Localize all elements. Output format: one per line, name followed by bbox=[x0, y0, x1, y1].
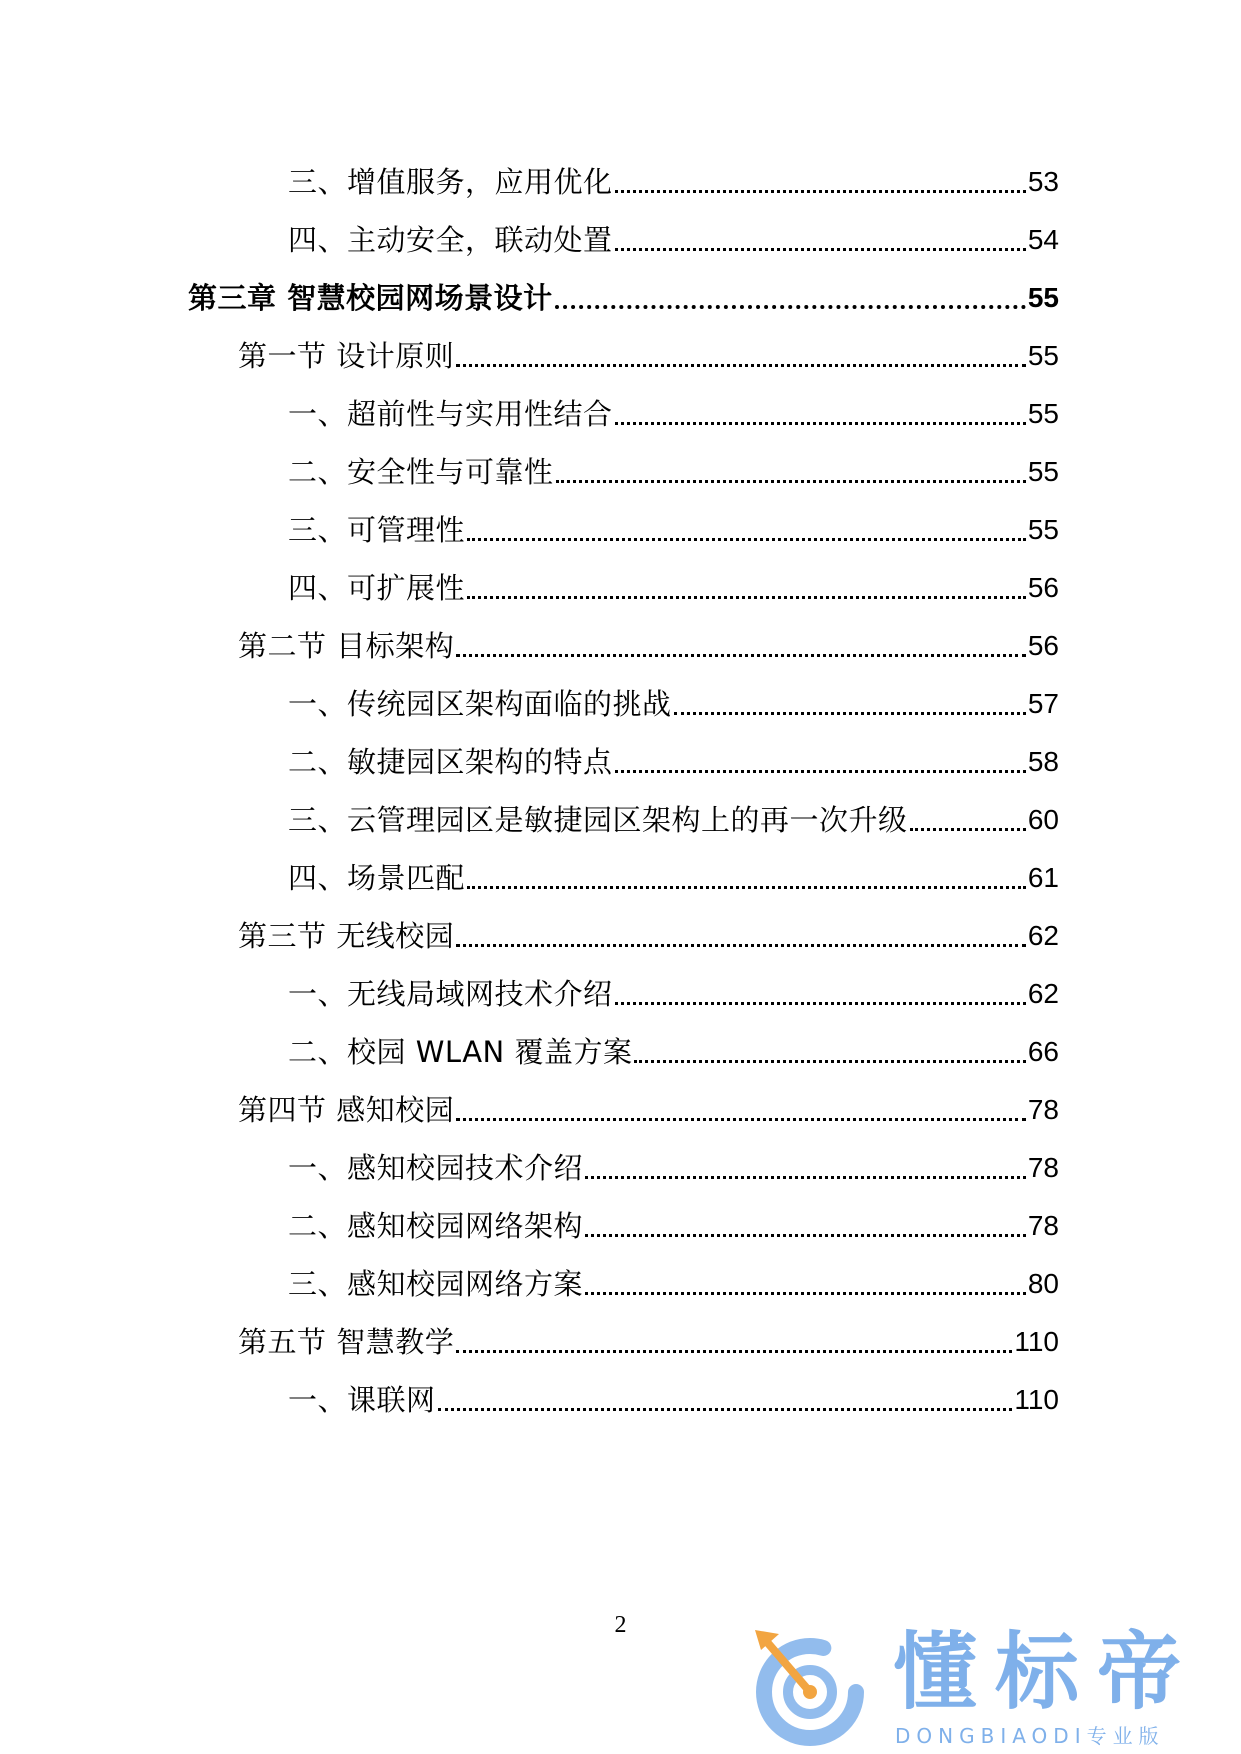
dot-leader bbox=[674, 684, 1026, 724]
toc-entry[interactable] bbox=[288, 162, 1059, 202]
toc-entry[interactable] bbox=[288, 394, 1059, 434]
toc-entry-title: 二、感知校园网络架构 bbox=[288, 1209, 584, 1243]
toc-entry-page: 58 bbox=[1027, 746, 1059, 777]
toc-entry-page: 55 bbox=[1027, 282, 1059, 313]
toc-entry[interactable] bbox=[288, 1264, 1059, 1304]
toc-entry-page: 62 bbox=[1027, 920, 1059, 951]
toc-entry-title: 三、可管理性 bbox=[288, 513, 466, 547]
toc-entry[interactable] bbox=[288, 568, 1059, 608]
watermark-subtitle: DONGBIAODI专业版 bbox=[895, 1724, 1165, 1748]
toc-entry-title: 三、增值服务，应用优化 bbox=[288, 165, 613, 199]
toc-entry-page: 66 bbox=[1027, 1036, 1059, 1067]
toc-entry[interactable] bbox=[288, 858, 1059, 898]
toc-entry-title: 一、课联网 bbox=[288, 1383, 436, 1417]
toc-entry-title: 一、超前性与实用性结合 bbox=[288, 397, 613, 431]
toc-entry-title: 二、安全性与可靠性 bbox=[288, 455, 554, 489]
toc-entry-page: 110 bbox=[1014, 1384, 1059, 1415]
toc-entry-page: 110 bbox=[1014, 1326, 1059, 1357]
toc-entry[interactable] bbox=[288, 220, 1059, 260]
toc-entry[interactable] bbox=[288, 974, 1059, 1014]
toc-entry-title: 第五节 智慧教学 bbox=[238, 1325, 455, 1359]
toc-entry-title: 三、云管理园区是敏捷园区架构上的再一次升级 bbox=[288, 803, 908, 837]
toc-section-entry[interactable] bbox=[238, 916, 1059, 956]
toc-section-entry[interactable] bbox=[238, 336, 1059, 376]
toc-entry-title: 四、可扩展性 bbox=[288, 571, 466, 605]
toc-entry-page: 54 bbox=[1027, 224, 1059, 255]
dot-leader bbox=[467, 510, 1026, 550]
dot-leader bbox=[456, 336, 1026, 376]
toc-entry-page: 57 bbox=[1027, 688, 1059, 719]
dot-leader bbox=[556, 452, 1026, 492]
toc-entry[interactable] bbox=[288, 510, 1059, 550]
toc-entry-title: 第一节 设计原则 bbox=[238, 339, 455, 373]
toc-entry-title: 第三节 无线校园 bbox=[238, 919, 455, 953]
toc-entry-title: 四、场景匹配 bbox=[288, 861, 466, 895]
dot-leader bbox=[467, 568, 1026, 608]
toc-entry-page: 55 bbox=[1027, 456, 1059, 487]
toc-entry-page: 78 bbox=[1027, 1210, 1059, 1241]
toc-chapter-entry[interactable] bbox=[188, 278, 1059, 318]
watermark bbox=[745, 1620, 1225, 1750]
toc-entry-title: 一、无线局域网技术介绍 bbox=[288, 977, 613, 1011]
target-arrow-icon bbox=[745, 1620, 875, 1750]
toc-entry-title: 第三章 智慧校园网场景设计 bbox=[188, 281, 553, 315]
toc-entry[interactable] bbox=[288, 742, 1059, 782]
toc-entry[interactable] bbox=[288, 1206, 1059, 1246]
toc-entry[interactable] bbox=[288, 684, 1059, 724]
toc-entry[interactable] bbox=[288, 1148, 1059, 1188]
dot-leader bbox=[615, 220, 1026, 260]
toc-entry[interactable] bbox=[288, 452, 1059, 492]
dot-leader bbox=[456, 916, 1026, 956]
dot-leader bbox=[555, 278, 1026, 318]
toc-entry-title: 四、主动安全，联动处置 bbox=[288, 223, 613, 257]
dot-leader bbox=[634, 1032, 1025, 1072]
toc-entry-title: 第四节 感知校园 bbox=[238, 1093, 455, 1127]
dot-leader bbox=[456, 1322, 1012, 1362]
toc-entry-title: 一、传统园区架构面临的挑战 bbox=[288, 687, 672, 721]
toc-entry-page: 62 bbox=[1027, 978, 1059, 1009]
dot-leader bbox=[615, 162, 1026, 202]
dot-leader bbox=[467, 858, 1026, 898]
toc-section-entry[interactable] bbox=[238, 1322, 1059, 1362]
toc-entry-page: 56 bbox=[1027, 630, 1059, 661]
toc-entry-page: 60 bbox=[1027, 804, 1059, 835]
toc-entry-title: 一、感知校园技术介绍 bbox=[288, 1151, 584, 1185]
page-number: 2 bbox=[614, 1612, 627, 1638]
dot-leader bbox=[615, 974, 1026, 1014]
dot-leader bbox=[456, 626, 1026, 666]
toc-entry-page: 78 bbox=[1027, 1152, 1059, 1183]
dot-leader bbox=[615, 394, 1026, 434]
dot-leader bbox=[438, 1380, 1013, 1420]
toc-entry-page: 61 bbox=[1027, 862, 1059, 893]
toc-section-entry[interactable] bbox=[238, 1090, 1059, 1130]
toc-entry-page: 53 bbox=[1027, 166, 1059, 197]
toc-entry-title: 二、敏捷园区架构的特点 bbox=[288, 745, 613, 779]
dot-leader bbox=[910, 800, 1026, 840]
toc-entry[interactable] bbox=[288, 800, 1059, 840]
dot-leader bbox=[585, 1264, 1026, 1304]
dot-leader bbox=[456, 1090, 1026, 1130]
toc-entry-page: 55 bbox=[1027, 514, 1059, 545]
toc-entry-title: 第二节 目标架构 bbox=[238, 629, 455, 663]
toc-entry-page: 78 bbox=[1027, 1094, 1059, 1125]
dot-leader bbox=[615, 742, 1026, 782]
watermark-title: 懂标帝 bbox=[893, 1623, 1200, 1721]
dot-leader bbox=[585, 1206, 1026, 1246]
toc-entry[interactable] bbox=[288, 1032, 1059, 1072]
toc-entry-title: 二、校园 WLAN 覆盖方案 bbox=[288, 1035, 633, 1069]
toc-section-entry[interactable] bbox=[238, 626, 1059, 666]
toc-entry-page: 80 bbox=[1027, 1268, 1059, 1299]
toc-entry-page: 56 bbox=[1027, 572, 1059, 603]
toc-entry-page: 55 bbox=[1027, 340, 1059, 371]
toc-entry-page: 55 bbox=[1027, 398, 1059, 429]
dot-leader bbox=[585, 1148, 1026, 1188]
toc-entry[interactable] bbox=[288, 1380, 1059, 1420]
toc-entry-title: 三、感知校园网络方案 bbox=[288, 1267, 584, 1301]
